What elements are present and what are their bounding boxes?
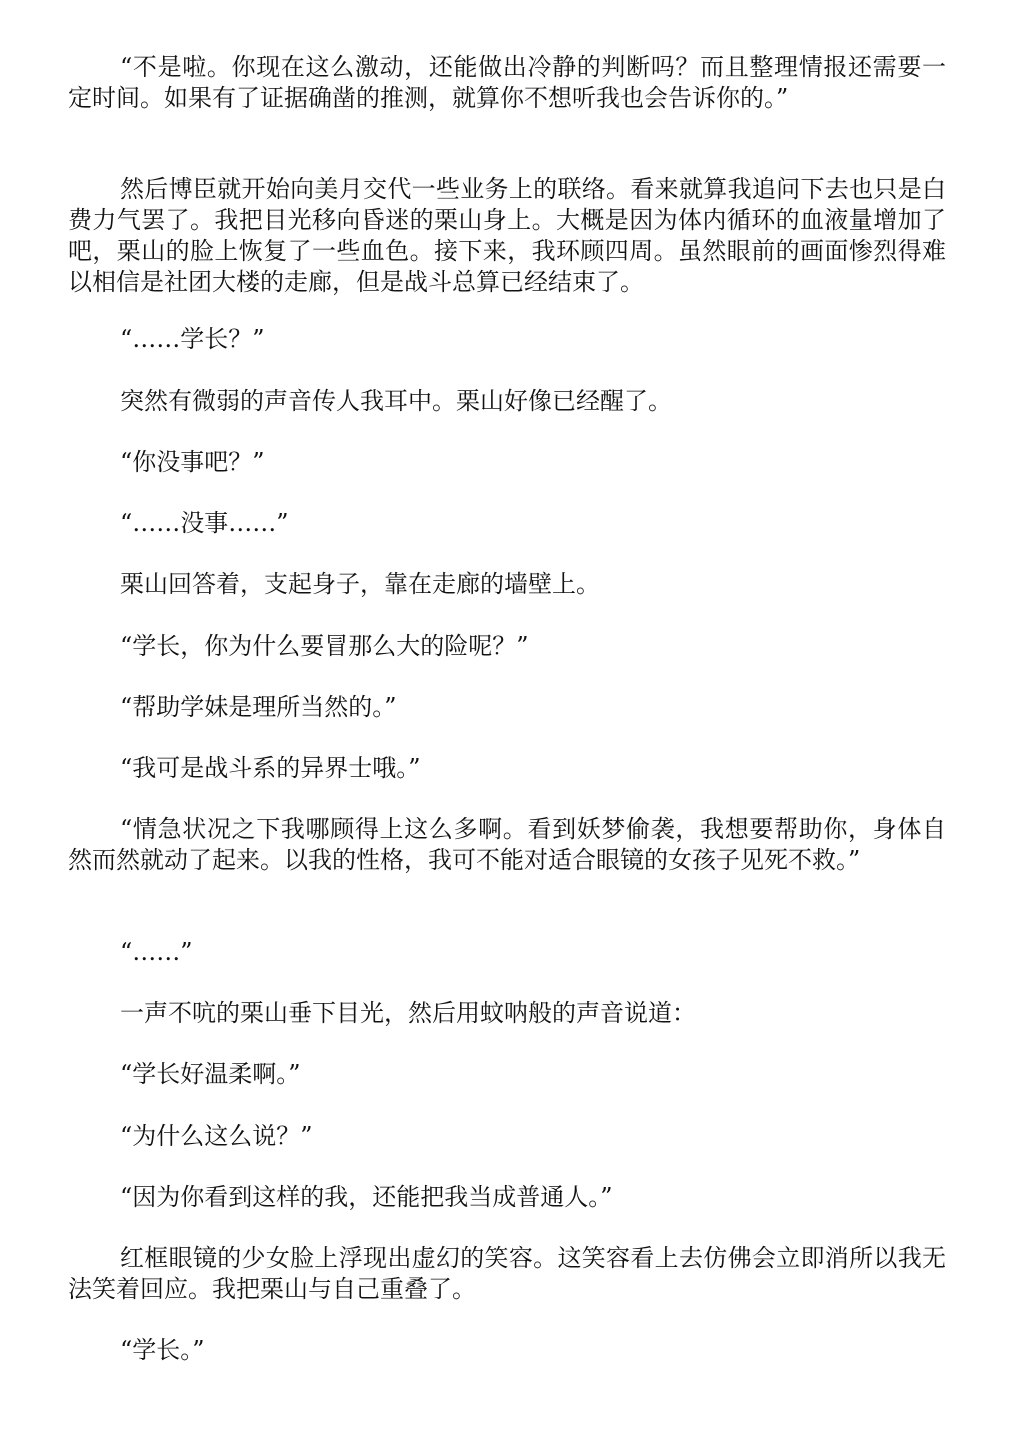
paragraph-5: “你没事吧？”: [120, 448, 265, 476]
paragraph-7: 栗山回答着，支起身子，靠在走廊的墙壁上。: [120, 570, 600, 598]
paragraph-9: “帮助学妹是理所当然的。”: [120, 693, 397, 721]
paragraph-16: “因为你看到这样的我，还能把我当成普通人。”: [120, 1183, 613, 1211]
paragraph-3: “……学长？”: [120, 325, 265, 353]
paragraph-13: 一声不吭的栗山垂下目光，然后用蚊呐般的声音说道：: [120, 999, 696, 1027]
paragraph-2: 然后博臣就开始向美月交代一些业务上的联络。看来就算我追问下去也只是白费力气罢了。我把目光移向昏迷的栗山身上。大概是因为体内循环的血液量增加了吧，栗山的脸上恢复了一些血色。接下来，我环顾四周。虽然眼前的画面惨烈得难以相信是社团大楼的走廊，但是战斗总算已经结束了。: [68, 175, 946, 296]
paragraph-14: “学长好温柔啊。”: [120, 1060, 301, 1088]
paragraph-15: “为什么这么说？”: [120, 1122, 313, 1150]
paragraph-6: “……没事……”: [120, 509, 289, 537]
paragraph-1: “不是啦。你现在这么激动，还能做出冷静的判断吗？而且整理情报还需要一定时间。如果有了证据确凿的推测，就算你不想听我也会告诉你的。”: [68, 53, 946, 112]
paragraph-17: 红框眼镜的少女脸上浮现出虚幻的笑容。这笑容看上去仿佛会立即消所以我无法笑着回应。我把栗山与自己重叠了。: [68, 1244, 946, 1303]
paragraph-18: “学长。”: [120, 1336, 205, 1364]
paragraph-4: 突然有微弱的声音传人我耳中。栗山好像已经醒了。: [120, 387, 672, 415]
paragraph-10: “我可是战斗系的异界士哦。”: [120, 754, 421, 782]
paragraph-11: “情急状况之下我哪顾得上这么多啊。看到妖梦偷袭，我想要帮助你，身体自然而然就动了起来。以我的性格，我可不能对适合眼镜的女孩子见死不救。”: [68, 815, 946, 874]
paragraph-12: “……”: [120, 938, 193, 966]
paragraph-8: “学长，你为什么要冒那么大的险呢？”: [120, 632, 529, 660]
